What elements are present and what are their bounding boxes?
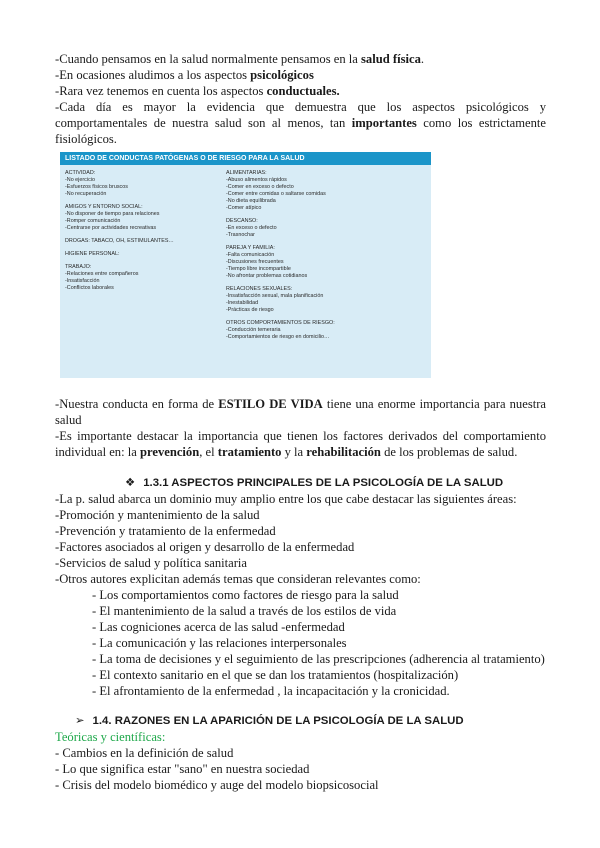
sub-list-item: - El contexto sanitario en el que se dan los tratamientos (hospitalización) — [92, 668, 459, 682]
section-1-4-subtitle: Teóricas y científicas: — [55, 730, 166, 744]
list-item: - Crisis del modelo biomédico y auge del modelo biopsicosocial — [55, 778, 379, 792]
table-section — [65, 264, 215, 292]
lifestyle-paragraph: -Nuestra conducta en forma de ESTILO DE VIDA tiene una enorme importancia para nuestra salud — [55, 397, 547, 427]
intro-line-1: -Cuando pensamos en la salud normalmente pensamos en la salud física. — [55, 52, 425, 66]
table-item: -Insatisfacción sexual, mala planificación — [226, 293, 324, 299]
table-item: -Comer entre comidas o saltarse comidas — [226, 191, 326, 197]
table-item: -Esfuerzos físicos bruscos — [65, 184, 128, 190]
section-1-3-1-sublist — [55, 587, 546, 699]
table-item: -Falta comunicación — [226, 252, 275, 258]
table-section — [226, 245, 426, 280]
table-item: -Relaciones entre compañeros — [65, 271, 139, 277]
table-section-title: AMIGOS Y ENTORNO SOCIAL: — [65, 204, 143, 210]
table-section — [226, 170, 426, 212]
table-section — [65, 204, 215, 232]
table-section — [65, 251, 215, 258]
arrow-bullet-icon: ➢ — [75, 715, 85, 727]
diamond-bullet-icon: ❖ — [125, 477, 136, 489]
table-item: -No ejercicio — [65, 177, 95, 183]
table-section-title: ALIMENTARIAS: — [226, 170, 267, 176]
table-item: -Abuso alimentos rápidos — [226, 177, 287, 183]
sub-list-item: - Los comportamientos como factores de riesgo para la salud — [92, 588, 399, 602]
table-item: -Conducción temeraria — [226, 327, 281, 333]
list-item: - Cambios en la definición de salud — [55, 746, 234, 760]
sub-list-item: - Las cogniciones acerca de las salud -enfermedad — [92, 620, 345, 634]
sub-list-item: - El afrontamiento de la enfermedad , la incapacitación y la cronicidad. — [92, 684, 450, 698]
list-item: -Otros autores explicitan además temas que consideran relevantes como: — [55, 572, 421, 586]
table-section-title: OTROS COMPORTAMIENTOS DE RIESGO: — [226, 320, 335, 326]
table-right-column — [226, 170, 426, 347]
table-section-title: TRABAJO: — [65, 264, 92, 270]
table-item: -No disponer de tiempo para relaciones — [65, 211, 160, 217]
table-item: -Comportamientos de riesgo en domicilio… — [226, 334, 330, 340]
table-section — [65, 238, 215, 245]
document-page — [55, 51, 546, 793]
list-item: -Promoción y mantenimiento de la salud — [55, 508, 260, 522]
table-item: -En exceso o defecto — [226, 225, 277, 231]
table-item: -Tiempo libre incompartible — [226, 266, 291, 272]
section-heading-1-4: ➢ 1.4. RAZONES EN LA APARICIÓN DE LA PSICOLOGÍA DE LA SALUD — [75, 715, 464, 727]
table-section-title: RELACIONES SEXUALES: — [226, 286, 293, 292]
importance-paragraph: -Es importante destacar la importancia que tienen los factores derivados del comportamiento individual en: la prevención, el tratamiento y la rehabilitación de los problemas de salud. — [55, 429, 546, 459]
table-item: -Centrarse por actividades recreativas — [65, 225, 157, 231]
table-item: -Insatisfacción — [65, 278, 100, 284]
risk-behaviors-table — [60, 152, 431, 378]
table-section-title: ACTIVIDAD: — [65, 170, 96, 176]
table-item: -Inestabilidad — [226, 300, 259, 306]
table-section-title: PAREJA Y FAMILIA: — [226, 245, 275, 251]
table-item: -Prácticas de riesgo — [226, 307, 274, 313]
table-item: -Comer en exceso o defecto — [226, 184, 294, 190]
sub-list-item: - La comunicación y las relaciones interpersonales — [92, 636, 347, 650]
table-section — [226, 320, 426, 341]
table-title: LISTADO DE CONDUCTAS PATÓGENAS O DE RIESGO PARA LA SALUD — [60, 152, 431, 165]
table-item: -Discusiones frecuentes — [226, 259, 284, 265]
table-item: -Romper comunicación — [65, 218, 121, 224]
section-1-3-1-body — [55, 491, 546, 587]
section-1-4-body — [55, 745, 546, 793]
sub-list-item: - El mantenimiento de la salud a través de los estilos de vida — [92, 604, 397, 618]
table-item: -Comer atípico — [226, 205, 262, 211]
table-section — [65, 170, 215, 198]
table-section — [226, 286, 426, 314]
section-heading-1-3-1: ❖ 1.3.1 ASPECTOS PRINCIPALES DE LA PSICOLOGÍA DE LA SALUD — [125, 477, 504, 489]
table-item: -No dieta equilibrada — [226, 198, 276, 204]
table-left-column — [65, 170, 215, 298]
intro-line-3: -Rara vez tenemos en cuenta los aspectos conductuales. — [55, 84, 340, 98]
table-item: -Conflictos laborales — [65, 285, 114, 291]
list-item: -La p. salud abarca un dominio muy amplio entre los que cabe destacar las siguientes áreas: — [55, 492, 517, 506]
list-item: -Prevención y tratamiento de la enfermedad — [55, 524, 276, 538]
list-item: -Factores asociados al origen y desarrollo de la enfermedad — [55, 540, 355, 554]
list-item: - Lo que significa estar "sano" en nuestra sociedad — [55, 762, 310, 776]
table-item: -No recuperación — [65, 191, 107, 197]
table-section-title: DESCANSO: — [226, 218, 258, 224]
table-item: -No afrontar problemas cotidianos — [226, 273, 308, 279]
list-item: -Servicios de salud y política sanitaria — [55, 556, 247, 570]
table-section — [226, 218, 426, 239]
table-section-title: HIGIENE PERSONAL: — [65, 251, 120, 257]
table-section-title: DROGAS: TABACO, OH, ESTIMULANTES… — [65, 238, 174, 244]
evidence-paragraph: -Cada día es mayor la evidencia que demuestra que los aspectos psicológicos y comportamentales de nuestra salud son al menos, tan importantes como los estrictamente fisiológicos. — [55, 100, 546, 146]
intro-line-2: -En ocasiones aludimos a los aspectos psicológicos — [55, 68, 314, 82]
table-item: -Trasnochar — [226, 232, 255, 238]
sub-list-item: - La toma de decisiones y el seguimiento de las prescripciones (adherencia al tratamiento) — [92, 652, 545, 666]
